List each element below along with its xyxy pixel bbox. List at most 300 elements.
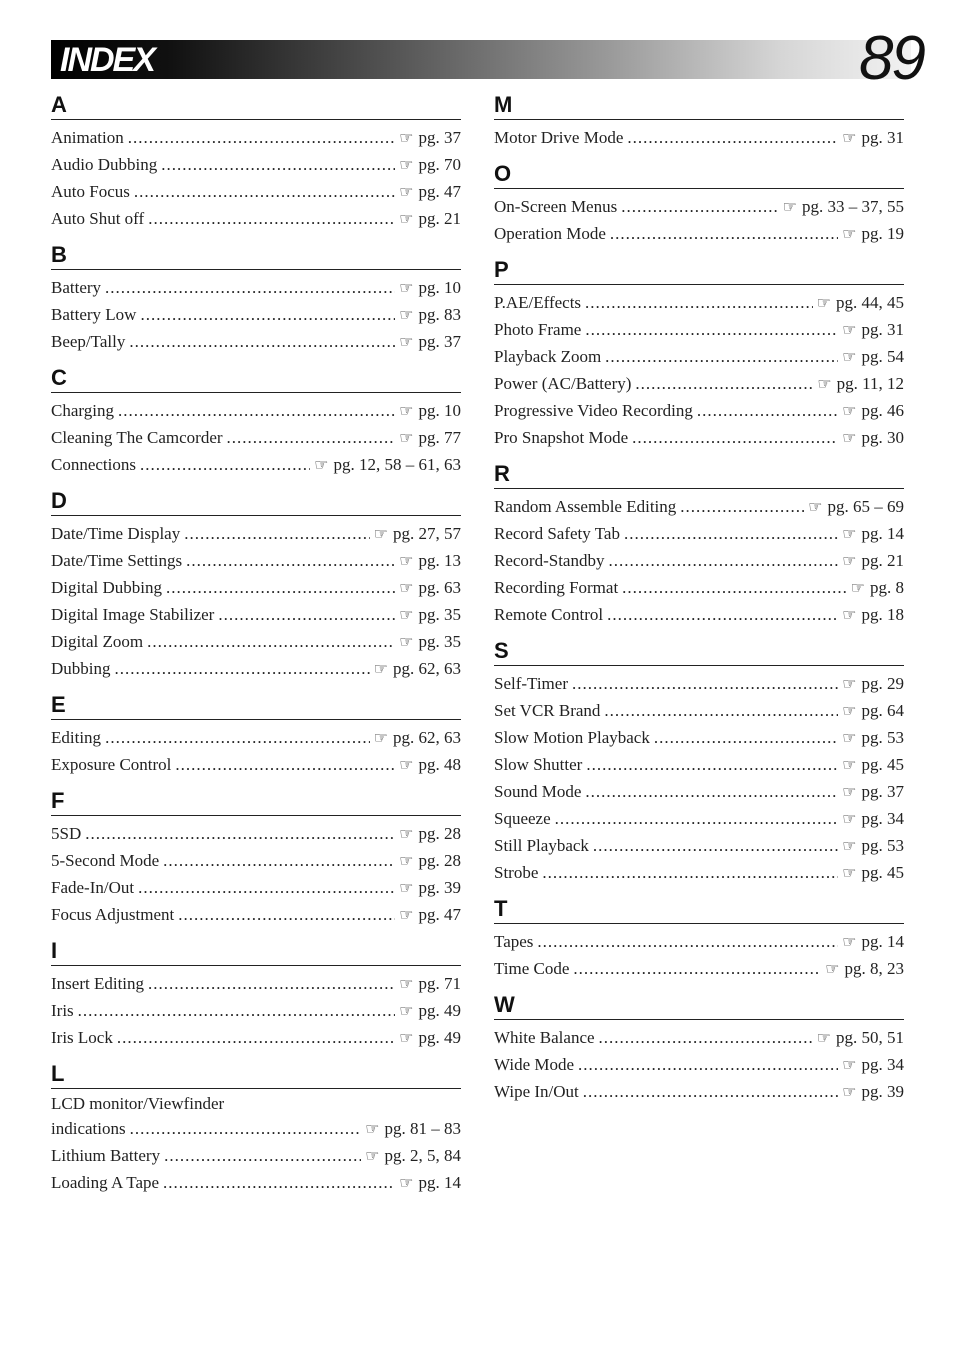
dot-leader xyxy=(607,601,838,628)
pointing-hand-icon: ☞ xyxy=(842,755,857,774)
index-term: Focus Adjustment xyxy=(51,905,175,924)
pointing-hand-icon: ☞ xyxy=(842,551,857,570)
index-column-left xyxy=(51,92,461,1206)
page-reference-text: pg. 54 xyxy=(861,347,904,366)
dot-leader xyxy=(105,274,395,301)
page-reference xyxy=(374,655,461,682)
index-term: Tapes xyxy=(494,932,534,951)
index-entry xyxy=(51,424,461,451)
page-reference-text: pg. 28 xyxy=(418,824,461,843)
dot-leader xyxy=(128,124,395,151)
page-reference xyxy=(842,1078,904,1105)
page-reference-text: pg. 27, 57 xyxy=(393,524,461,543)
index-entry xyxy=(494,1024,904,1051)
page-reference-text: pg. 50, 51 xyxy=(836,1028,904,1047)
index-entry xyxy=(494,724,904,751)
index-entry xyxy=(51,301,461,328)
section-letter: E xyxy=(51,692,461,720)
section-letter: I xyxy=(51,938,461,966)
page-reference-text: pg. 65 – 69 xyxy=(827,497,904,516)
page-reference-text: pg. 19 xyxy=(861,224,904,243)
dot-leader xyxy=(680,493,804,520)
dot-leader xyxy=(166,574,395,601)
page-reference xyxy=(842,124,904,151)
section-letter: M xyxy=(494,92,904,120)
index-term: Auto Shut off xyxy=(51,209,145,228)
page-reference xyxy=(365,1142,461,1169)
dot-leader xyxy=(599,1024,813,1051)
page-reference-text: pg. 53 xyxy=(861,836,904,855)
index-term: Set VCR Brand xyxy=(494,701,601,720)
page-title: INDEX xyxy=(60,41,154,79)
index-entry xyxy=(494,805,904,832)
page-reference-text: pg. 37 xyxy=(418,128,461,147)
section-letter: A xyxy=(51,92,461,120)
page-reference-text: pg. 14 xyxy=(861,524,904,543)
pointing-hand-icon: ☞ xyxy=(842,782,857,801)
page-reference xyxy=(842,805,904,832)
page-reference-text: pg. 14 xyxy=(861,932,904,951)
dot-leader xyxy=(627,124,838,151)
page-reference xyxy=(399,151,461,178)
page-reference-text: pg. 35 xyxy=(418,632,461,651)
index-term: Loading A Tape xyxy=(51,1173,160,1192)
index-entry xyxy=(51,1024,461,1051)
index-term: Date/Time Display xyxy=(51,524,181,543)
page-reference xyxy=(842,670,904,697)
dot-leader xyxy=(147,628,395,655)
index-entry xyxy=(494,832,904,859)
index-term: Fade-In/Out xyxy=(51,878,135,897)
page-reference-text: pg. 48 xyxy=(418,755,461,774)
page-reference-text: pg. 83 xyxy=(418,305,461,324)
index-term: Self-Timer xyxy=(494,674,568,693)
page-reference xyxy=(399,301,461,328)
page-reference xyxy=(842,724,904,751)
page-reference xyxy=(817,289,904,316)
index-entry xyxy=(494,778,904,805)
dot-leader xyxy=(697,397,838,424)
dot-leader xyxy=(175,751,395,778)
pointing-hand-icon: ☞ xyxy=(399,1173,414,1192)
section-letter: W xyxy=(494,992,904,1020)
dot-leader xyxy=(542,859,838,886)
index-entry xyxy=(494,697,904,724)
page-reference-text: pg. 11, 12 xyxy=(836,374,904,393)
page-reference-text: pg. 34 xyxy=(861,809,904,828)
pointing-hand-icon: ☞ xyxy=(842,320,857,339)
index-term: Progressive Video Recording xyxy=(494,401,693,420)
section-letter: F xyxy=(51,788,461,816)
page-reference xyxy=(399,901,461,928)
index-term: Still Playback xyxy=(494,836,589,855)
index-entry xyxy=(51,1093,461,1142)
page-reference-text: pg. 12, 58 – 61, 63 xyxy=(333,455,461,474)
index-term: Wipe In/Out xyxy=(494,1082,579,1101)
index-entry xyxy=(51,847,461,874)
pointing-hand-icon: ☞ xyxy=(842,728,857,747)
index-term: Audio Dubbing xyxy=(51,155,158,174)
index-entry xyxy=(51,1169,461,1196)
index-entry xyxy=(51,820,461,847)
index-term: Playback Zoom xyxy=(494,347,602,366)
index-term: Random Assemble Editing xyxy=(494,497,677,516)
dot-leader xyxy=(118,397,395,424)
index-entry xyxy=(51,520,461,547)
dot-leader xyxy=(138,874,395,901)
page-reference-text: pg. 10 xyxy=(418,401,461,420)
page-reference xyxy=(808,493,904,520)
pointing-hand-icon: ☞ xyxy=(399,551,414,570)
page-reference-text: pg. 39 xyxy=(861,1082,904,1101)
page-reference xyxy=(365,1115,461,1142)
dot-leader xyxy=(85,820,395,847)
pointing-hand-icon: ☞ xyxy=(399,1001,414,1020)
page-reference xyxy=(374,520,461,547)
dot-leader xyxy=(654,724,838,751)
page-reference xyxy=(842,397,904,424)
dot-leader xyxy=(555,805,839,832)
section-letter: P xyxy=(494,257,904,285)
dot-leader xyxy=(624,520,838,547)
page-reference-text: pg. 28 xyxy=(418,851,461,870)
header-bar xyxy=(51,40,911,79)
dot-leader xyxy=(585,289,813,316)
pointing-hand-icon: ☞ xyxy=(399,755,414,774)
index-section-p xyxy=(494,257,904,451)
dot-leader xyxy=(572,670,838,697)
index-term: Date/Time Settings xyxy=(51,551,183,570)
index-entry xyxy=(494,928,904,955)
dot-leader xyxy=(573,955,821,982)
pointing-hand-icon: ☞ xyxy=(399,428,414,447)
page-reference xyxy=(399,397,461,424)
pointing-hand-icon: ☞ xyxy=(842,932,857,951)
index-section-f xyxy=(51,788,461,928)
dot-leader xyxy=(186,547,395,574)
index-term: Connections xyxy=(51,455,136,474)
dot-leader xyxy=(610,220,838,247)
page-reference xyxy=(399,424,461,451)
page-reference-text: pg. 13 xyxy=(418,551,461,570)
index-entry xyxy=(494,397,904,424)
dot-leader xyxy=(605,343,838,370)
page-reference xyxy=(851,574,904,601)
index-term: Charging xyxy=(51,401,114,420)
index-term: White Balance xyxy=(494,1028,595,1047)
pointing-hand-icon: ☞ xyxy=(842,701,857,720)
page-reference xyxy=(842,220,904,247)
index-entry xyxy=(51,724,461,751)
index-entry xyxy=(51,655,461,682)
index-section-w xyxy=(494,992,904,1105)
page-reference xyxy=(399,1169,461,1196)
index-section-a xyxy=(51,92,461,232)
dot-leader xyxy=(115,655,370,682)
page-reference-text: pg. 14 xyxy=(418,1173,461,1192)
section-letter: L xyxy=(51,1061,461,1089)
pointing-hand-icon: ☞ xyxy=(314,455,329,474)
page-reference-text: pg. 37 xyxy=(418,332,461,351)
pointing-hand-icon: ☞ xyxy=(399,1028,414,1047)
dot-leader xyxy=(134,178,395,205)
dot-leader xyxy=(129,328,395,355)
page-reference-text: pg. 62, 63 xyxy=(393,659,461,678)
pointing-hand-icon: ☞ xyxy=(825,959,840,978)
dot-leader xyxy=(148,970,395,997)
index-entry xyxy=(51,397,461,424)
index-term: Recording Format xyxy=(494,578,619,597)
page-reference xyxy=(399,547,461,574)
pointing-hand-icon: ☞ xyxy=(842,863,857,882)
page-reference xyxy=(842,316,904,343)
pointing-hand-icon: ☞ xyxy=(842,1082,857,1101)
index-entry xyxy=(51,547,461,574)
index-term: Wide Mode xyxy=(494,1055,575,1074)
page-reference-text: pg. 47 xyxy=(418,182,461,201)
pointing-hand-icon: ☞ xyxy=(816,1028,831,1047)
pointing-hand-icon: ☞ xyxy=(850,578,865,597)
index-term: Operation Mode xyxy=(494,224,606,243)
index-term: Digital Dubbing xyxy=(51,578,162,597)
index-term: LCD monitor/Viewfinder xyxy=(51,1094,225,1113)
index-term: Animation xyxy=(51,128,124,147)
index-term: Motor Drive Mode xyxy=(494,128,624,147)
pointing-hand-icon: ☞ xyxy=(399,578,414,597)
dot-leader xyxy=(585,316,838,343)
pointing-hand-icon: ☞ xyxy=(399,128,414,147)
page-reference-text: pg. 81 – 83 xyxy=(384,1119,461,1138)
page-reference-text: pg. 31 xyxy=(861,320,904,339)
pointing-hand-icon: ☞ xyxy=(365,1146,380,1165)
page-reference xyxy=(842,424,904,451)
index-term: Battery Low xyxy=(51,305,137,324)
index-entry xyxy=(51,1142,461,1169)
dot-leader xyxy=(161,151,395,178)
page-reference xyxy=(842,832,904,859)
section-letter: S xyxy=(494,638,904,666)
index-entry xyxy=(51,997,461,1024)
dot-leader xyxy=(583,1078,838,1105)
index-term: Pro Snapshot Mode xyxy=(494,428,629,447)
index-section-o xyxy=(494,161,904,247)
index-term: Iris xyxy=(51,1001,74,1020)
pointing-hand-icon: ☞ xyxy=(842,605,857,624)
index-term: 5SD xyxy=(51,824,82,843)
page-reference-text: pg. 62, 63 xyxy=(393,728,461,747)
section-letter: B xyxy=(51,242,461,270)
index-section-i xyxy=(51,938,461,1051)
page-reference xyxy=(842,778,904,805)
index-entry xyxy=(494,574,904,601)
section-letter: C xyxy=(51,365,461,393)
page-reference-text: pg. 44, 45 xyxy=(836,293,904,312)
page-reference xyxy=(842,343,904,370)
page-reference xyxy=(399,178,461,205)
page-reference xyxy=(399,628,461,655)
pointing-hand-icon: ☞ xyxy=(842,428,857,447)
index-entry xyxy=(494,520,904,547)
page-reference-text: pg. 18 xyxy=(861,605,904,624)
dot-leader xyxy=(184,520,369,547)
pointing-hand-icon: ☞ xyxy=(399,401,414,420)
page-reference-text: pg. 21 xyxy=(861,551,904,570)
dot-leader xyxy=(78,997,395,1024)
pointing-hand-icon: ☞ xyxy=(373,524,388,543)
dot-leader xyxy=(130,1115,362,1142)
index-term: Power (AC/Battery) xyxy=(494,374,632,393)
index-term: Record Safety Tab xyxy=(494,524,620,543)
page-reference xyxy=(399,601,461,628)
section-letter: O xyxy=(494,161,904,189)
page-reference-text: pg. 45 xyxy=(861,863,904,882)
page-reference xyxy=(399,847,461,874)
page-reference xyxy=(399,751,461,778)
pointing-hand-icon: ☞ xyxy=(399,605,414,624)
index-section-e xyxy=(51,692,461,778)
page-reference-text: pg. 10 xyxy=(418,278,461,297)
section-letter: R xyxy=(494,461,904,489)
page-reference-text: pg. 35 xyxy=(418,605,461,624)
page-reference xyxy=(825,955,904,982)
index-entry xyxy=(51,451,461,478)
index-entry xyxy=(494,547,904,574)
index-entry xyxy=(51,124,461,151)
index-entry xyxy=(51,574,461,601)
dot-leader xyxy=(163,847,395,874)
pointing-hand-icon: ☞ xyxy=(842,401,857,420)
pointing-hand-icon: ☞ xyxy=(842,674,857,693)
page-reference xyxy=(783,193,904,220)
index-term: Record-Standby xyxy=(494,551,605,570)
index-entry xyxy=(494,859,904,886)
index-entry xyxy=(494,1051,904,1078)
page-reference xyxy=(842,751,904,778)
page-reference-text: pg. 71 xyxy=(418,974,461,993)
page-reference-text: pg. 70 xyxy=(418,155,461,174)
dot-leader xyxy=(148,205,395,232)
pointing-hand-icon: ☞ xyxy=(816,293,831,312)
index-entry xyxy=(51,751,461,778)
dot-leader xyxy=(578,1051,838,1078)
pointing-hand-icon: ☞ xyxy=(817,374,832,393)
page-reference-text: pg. 49 xyxy=(418,1028,461,1047)
dot-leader xyxy=(608,547,838,574)
dot-leader xyxy=(227,424,396,451)
dot-leader xyxy=(164,1142,361,1169)
index-entry xyxy=(51,628,461,655)
index-term: Cleaning The Camcorder xyxy=(51,428,223,447)
pointing-hand-icon: ☞ xyxy=(842,128,857,147)
page-reference-text: pg. 33 – 37, 55 xyxy=(802,197,904,216)
index-term: 5-Second Mode xyxy=(51,851,160,870)
index-term: Sound Mode xyxy=(494,782,582,801)
pointing-hand-icon: ☞ xyxy=(399,632,414,651)
page-reference-text: pg. 30 xyxy=(861,428,904,447)
index-term: Strobe xyxy=(494,863,539,882)
page-reference xyxy=(399,997,461,1024)
pointing-hand-icon: ☞ xyxy=(399,851,414,870)
dot-leader xyxy=(622,574,846,601)
index-section-d xyxy=(51,488,461,682)
index-term: Squeeze xyxy=(494,809,551,828)
page-reference xyxy=(399,574,461,601)
page-reference-text: pg. 77 xyxy=(418,428,461,447)
index-term: Dubbing xyxy=(51,659,111,678)
index-entry xyxy=(494,343,904,370)
page-reference-text: pg. 53 xyxy=(861,728,904,747)
page-reference xyxy=(399,205,461,232)
index-entry xyxy=(51,274,461,301)
index-term: Digital Image Stabilizer xyxy=(51,605,215,624)
page-reference xyxy=(842,547,904,574)
page-reference-text: pg. 49 xyxy=(418,1001,461,1020)
page-reference-text: pg. 29 xyxy=(861,674,904,693)
index-entry xyxy=(494,289,904,316)
index-entry xyxy=(494,193,904,220)
pointing-hand-icon: ☞ xyxy=(399,332,414,351)
index-term-continued: indications xyxy=(51,1119,126,1138)
index-entry xyxy=(494,493,904,520)
pointing-hand-icon: ☞ xyxy=(842,347,857,366)
dot-leader xyxy=(635,370,813,397)
index-entry xyxy=(51,151,461,178)
index-entry xyxy=(51,970,461,997)
page-reference-text: pg. 64 xyxy=(861,701,904,720)
index-section-c xyxy=(51,365,461,478)
page-reference xyxy=(399,874,461,901)
index-section-b xyxy=(51,242,461,355)
index-entry xyxy=(494,316,904,343)
pointing-hand-icon: ☞ xyxy=(399,878,414,897)
pointing-hand-icon: ☞ xyxy=(399,278,414,297)
index-entry xyxy=(51,601,461,628)
page-reference xyxy=(842,601,904,628)
page-reference-text: pg. 46 xyxy=(861,401,904,420)
page-reference xyxy=(842,520,904,547)
pointing-hand-icon: ☞ xyxy=(842,836,857,855)
index-section-s xyxy=(494,638,904,886)
index-entry xyxy=(51,901,461,928)
index-entry xyxy=(494,370,904,397)
dot-leader xyxy=(621,193,778,220)
index-entry xyxy=(494,601,904,628)
pointing-hand-icon: ☞ xyxy=(399,155,414,174)
page-reference xyxy=(842,697,904,724)
pointing-hand-icon: ☞ xyxy=(373,659,388,678)
page-number: 89 xyxy=(859,24,924,93)
pointing-hand-icon: ☞ xyxy=(842,1055,857,1074)
page-reference-text: pg. 31 xyxy=(861,128,904,147)
pointing-hand-icon: ☞ xyxy=(399,905,414,924)
index-section-t xyxy=(494,896,904,982)
page-reference xyxy=(817,370,904,397)
dot-leader xyxy=(604,697,838,724)
pointing-hand-icon: ☞ xyxy=(842,524,857,543)
page-reference-text: pg. 21 xyxy=(418,209,461,228)
dot-leader xyxy=(593,832,838,859)
index-term: Photo Frame xyxy=(494,320,582,339)
index-entry xyxy=(494,424,904,451)
pointing-hand-icon: ☞ xyxy=(842,809,857,828)
page-reference-text: pg. 45 xyxy=(861,755,904,774)
index-term: Exposure Control xyxy=(51,755,172,774)
dot-leader xyxy=(163,1169,395,1196)
dot-leader xyxy=(632,424,838,451)
page-reference xyxy=(399,124,461,151)
index-entry xyxy=(51,178,461,205)
dot-leader xyxy=(586,751,838,778)
